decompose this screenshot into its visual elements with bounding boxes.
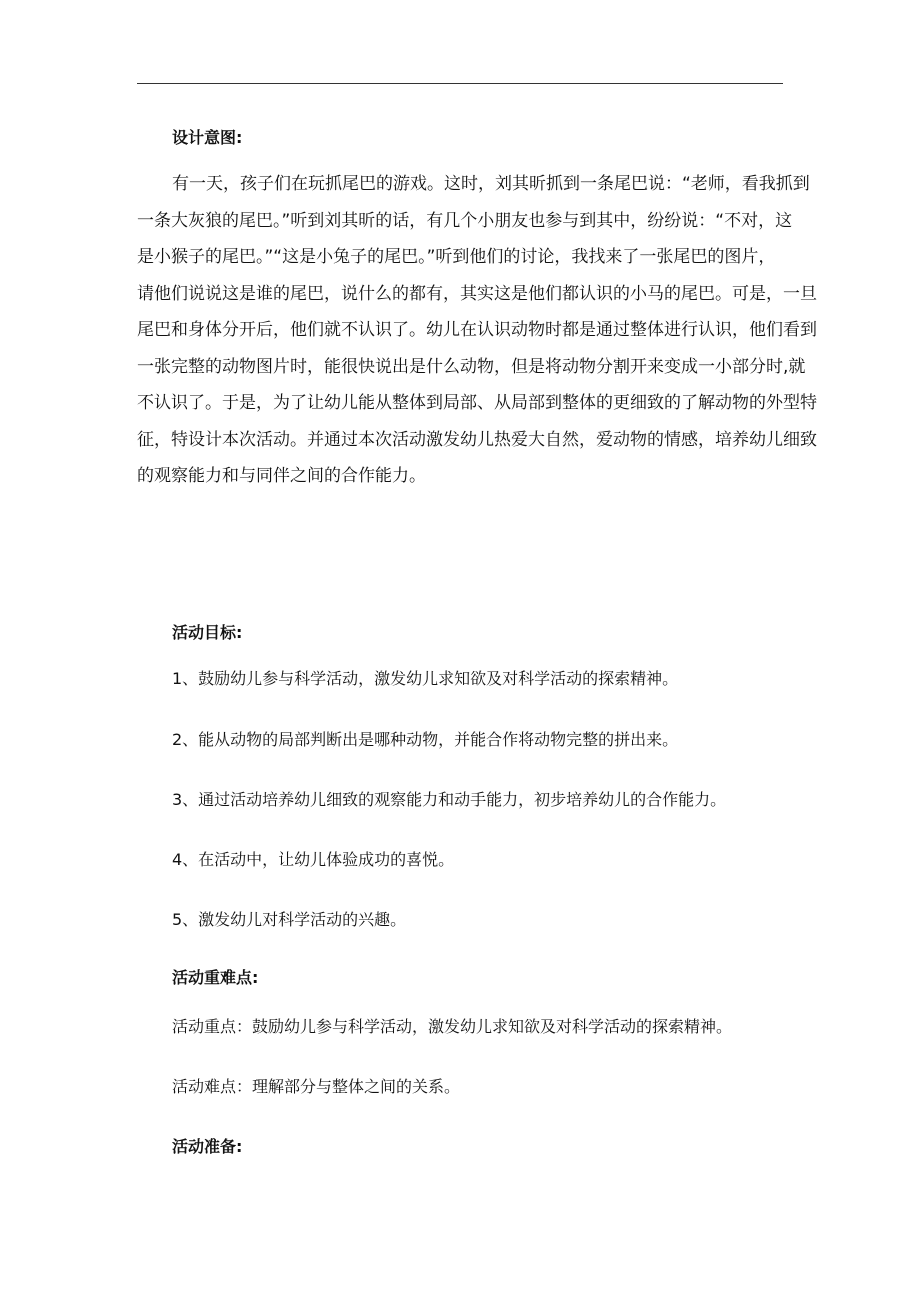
paragraph-line: 一张完整的动物图片时，能很快说出是什么动物，但是将动物分割开来变成一小部分时,就	[137, 356, 806, 377]
key-point-focus: 活动重点：鼓励幼儿参与科学活动，激发幼儿求知欲及对科学活动的探索精神。	[172, 1017, 733, 1036]
header-rule	[137, 83, 783, 84]
goal-item-1: 1、鼓励幼儿参与科学活动，激发幼儿求知欲及对科学活动的探索精神。	[172, 669, 679, 688]
design-intent-heading: 设计意图:	[172, 128, 243, 147]
paragraph-line: 不认识了。于是，为了让幼儿能从整体到局部、从局部到整体的更细致的了解动物的外型特	[137, 393, 817, 413]
key-points-heading: 活动重难点:	[172, 968, 259, 987]
paragraph-line: 请他们说说这是谁的尾巴，说什么的都有，其实这是他们都认识的小马的尾巴。可是，一旦	[137, 283, 817, 304]
preparation-heading: 活动准备:	[172, 1137, 243, 1156]
goal-item-3: 3、通过活动培养幼儿细致的观察能力和动手能力，初步培养幼儿的合作能力。	[172, 790, 727, 809]
paragraph-line: 是小猴子的尾巴。”“这是小兔子的尾巴。”听到他们的讨论，我找来了一张尾巴的图片，	[137, 247, 776, 267]
goals-heading: 活动目标:	[172, 623, 243, 642]
goal-item-2: 2、能从动物的局部判断出是哪种动物，并能合作将动物完整的拼出来。	[172, 730, 679, 749]
goal-item-5: 5、激发幼儿对科学活动的兴趣。	[172, 910, 407, 929]
paragraph-line: 尾巴和身体分开后，他们就不认识了。幼儿在认识动物时都是通过整体进行认识，他们看到	[137, 320, 817, 340]
design-intent-paragraph	[137, 166, 817, 495]
goal-item-4: 4、在活动中，让幼儿体验成功的喜悦。	[172, 850, 455, 869]
paragraph-line: 的观察能力和与同伴之间的合作能力。	[137, 466, 426, 486]
paragraph-line: 征，特设计本次活动。并通过本次活动激发幼儿热爱大自然，爱动物的情感，培养幼儿细致	[137, 429, 817, 450]
paragraph-line: 一条大灰狼的尾巴。”听到刘其昕的话，有几个小朋友也参与到其中，纷纷说：“不对，这	[137, 210, 793, 231]
key-point-difficulty: 活动难点：理解部分与整体之间的关系。	[172, 1077, 461, 1096]
paragraph-line: 有一天，孩子们在玩抓尾巴的游戏。这时，刘其昕抓到一条尾巴说：“老师，看我抓到	[172, 174, 810, 194]
